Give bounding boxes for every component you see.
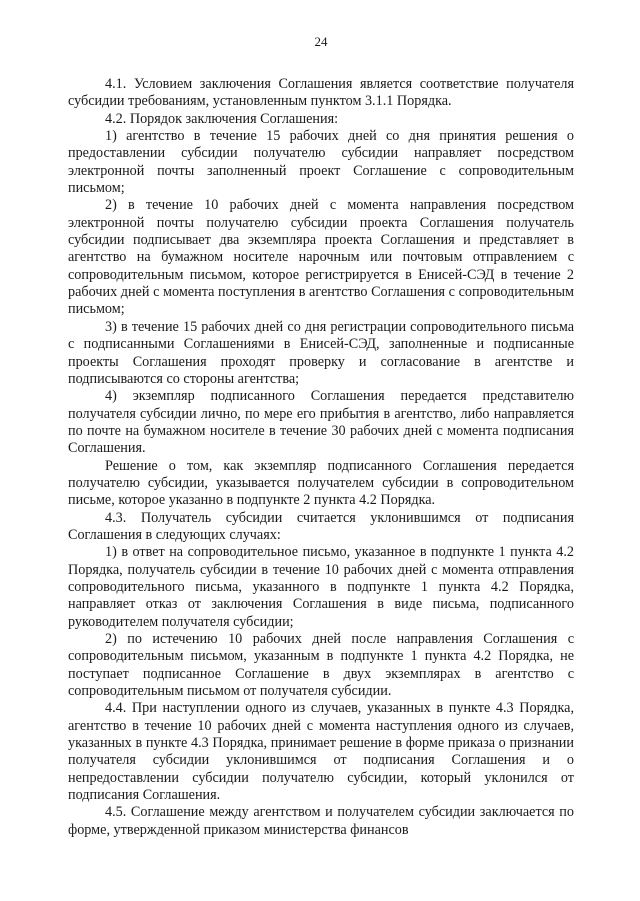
paragraph-4-3-2: 2) по истечению 10 рабочих дней после направления Соглашения с сопроводительным письмом, указанным в подпункте 1 пункта 4.2 Порядка, не поступает подписанное Соглашение в двух экземплярах в агентство с сопроводительным письмом от получателя субсидии. <box>68 631 574 700</box>
paragraph-4-2-2: 2) в течение 10 рабочих дней с момента направления посредством электронной почты получателю субсидии проекта Соглашения получатель субсидии подписывает два экземпляра проекта Соглашения и представляет в агентство на бумажном носителе нарочным или почтовым отправлением с сопроводительным письмом, которое регистрируется в Енисей-СЭД в течение 2 рабочих дней с момента поступления в агентство Соглашения с сопроводительным письмом; <box>68 197 574 318</box>
paragraph-4-2-3: 3) в течение 15 рабочих дней со дня регистрации сопроводительного письма с подписанными Соглашениями в Енисей-СЭД, заполненные и подписанные проекты Соглашения проходят проверку и согласование в агентстве и подписываются со стороны агентства; <box>68 318 574 387</box>
paragraph-4-5: 4.5. Соглашение между агентством и получателем субсидии заключается по форме, утвержденной приказом министерства финансов <box>68 804 574 838</box>
paragraph-4-2-1: 1) агентство в течение 15 рабочих дней со дня принятия решения о предоставлении субсидии получателю субсидии направляет посредством электронной почты заполненный проект Соглашение с сопроводительным письмом; <box>68 128 574 197</box>
paragraph-4-3: 4.3. Получатель субсидии считается уклонившимся от подписания Соглашения в следующих случаях: <box>68 509 574 543</box>
paragraph-decision: Решение о том, как экземпляр подписанного Соглашения передается получателю субсидии, указывается получателем субсидии в сопроводительном письме, которое указанно в подпункте 2 пункта 4.2 Порядка. <box>68 457 574 509</box>
paragraph-4-2: 4.2. Порядок заключения Соглашения: <box>105 110 339 127</box>
paragraph-4-1: 4.1. Условием заключения Соглашения является соответствие получателя субсидии требованиям, установленным пунктом 3.1.1 Порядка. <box>68 76 574 110</box>
paragraph-4-4: 4.4. При наступлении одного из случаев, указанных в пункте 4.3 Порядка, агентство в течение 10 рабочих дней с момента наступления одного из случаев, указанных в пункте 4.3 Порядка, принимает решение в форме приказа о признании получателя субсидии уклонившимся от подписания Соглашения и о непредоставлении субсидии получателю субсидии, который уклонился от подписания Соглашения. <box>68 700 574 804</box>
page-number: 24 <box>314 34 328 49</box>
paragraph-4-3-1: 1) в ответ на сопроводительное письмо, указанное в подпункте 1 пункта 4.2 Порядка, получатель субсидии в течение 10 рабочих дней с момента отправления сопроводительного письма, указанного в подпункте 1 пункта 4.2 Порядка, направляет отказ от заключения Соглашения в виде письма, подписанного руководителем получателя субсидии; <box>68 544 574 630</box>
paragraph-4-2-4: 4) экземпляр подписанного Соглашения передается представителю получателя субсидии лично, по мере его прибытия в агентство, либо направляется по почте на бумажном носителе в течение 30 рабочих дней с момента подписания Соглашения. <box>68 388 574 457</box>
